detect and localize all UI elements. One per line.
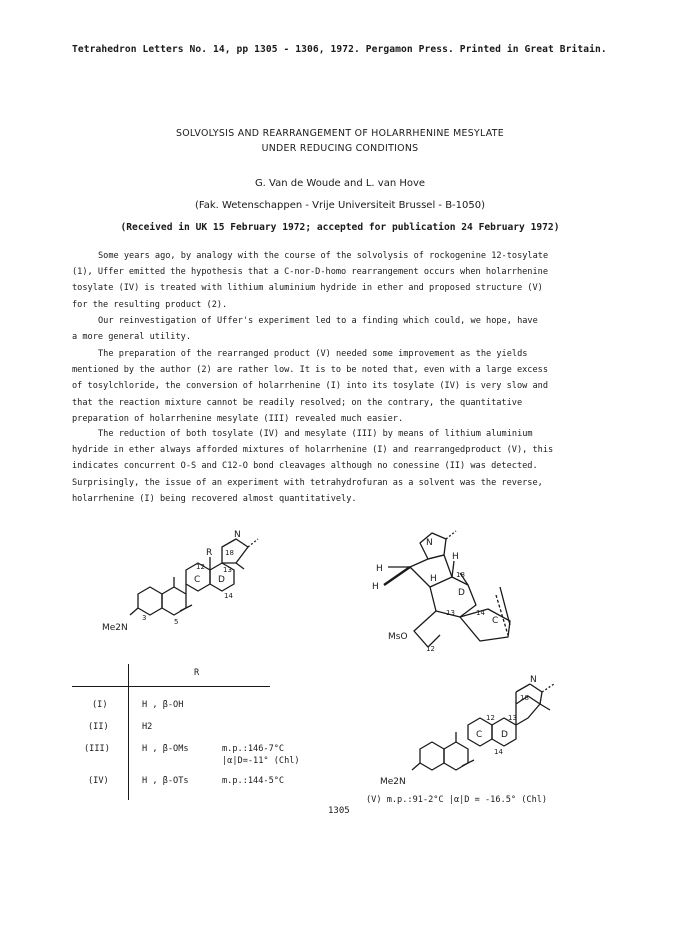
affiliation: (Fak. Wetenschappen - Vrije Universiteit Brussel - B-1050)	[194, 200, 486, 211]
text-line: preparation of holarrhenine mesylate (III) revealed much easier.	[72, 413, 404, 424]
article-title-line2: UNDER REDUCING CONDITIONS	[261, 143, 419, 154]
table-header-r: R	[194, 668, 200, 678]
compound-id: (I)	[92, 700, 108, 710]
locant-5: 5	[174, 618, 179, 626]
structure-holarrhenine	[60, 525, 330, 660]
optical-rotation: |α|D=-11° (Chl)	[222, 756, 300, 766]
label-n: N	[234, 530, 241, 540]
text-line: of tosylchloride, the conversion of holarrhenine (I) into its tosylate (IV) is very slow and	[72, 381, 548, 392]
text-line: (1), Uffer emitted the hypothesis that a C-nor-D-homo rearrangement occurs when holarrhenine	[72, 267, 548, 278]
ring-label-c: C	[492, 616, 499, 626]
text-line: for the resulting product (2).	[72, 299, 228, 310]
locant-14: 14	[494, 748, 503, 756]
melting-point: m.p.:146-7°C	[222, 744, 285, 754]
substituent: H , β-OMs	[142, 744, 189, 754]
label-h: H	[372, 582, 379, 592]
text-line: a more general utility.	[72, 332, 191, 343]
locant-12: 12	[196, 563, 205, 571]
journal-header: Tetrahedron Letters No. 14, pp 1305 - 1306, 1972. Pergamon Press. Printed in Great Britain.	[72, 44, 607, 55]
compound-id: (II)	[88, 722, 109, 732]
compound-id: (IV)	[88, 776, 109, 786]
locant-12: 12	[426, 645, 435, 653]
text-line: Some years ago, by analogy with the course of the solvolysis of rockogenine 12-tosylate	[98, 251, 549, 261]
locant-3: 3	[142, 614, 147, 622]
locant-12: 12	[486, 714, 495, 722]
ring-b	[162, 587, 186, 615]
ring-label-c: C	[476, 730, 483, 740]
text-line: Our reinvestigation of Uffer's experiment led to a finding which could, we hope, have	[98, 316, 538, 326]
authors: G. Van de Woude and L. van Hove	[254, 178, 426, 189]
ring-label-c: C	[194, 575, 201, 585]
label-n: N	[426, 538, 433, 548]
substituent: H , β-OTs	[142, 776, 189, 786]
ring-label-d: D	[458, 588, 465, 598]
label-mso: MsO	[388, 632, 408, 642]
label-me2n: Me2N	[102, 623, 128, 633]
text-line: mentioned by the author (2) are rather low. It is to be noted that, even with a large excess	[72, 365, 548, 376]
ring-label-d: D	[501, 730, 508, 740]
text-line: The preparation of the rearranged product (V) needed some improvement as the yields	[98, 349, 528, 359]
structure-product-v	[370, 670, 600, 790]
page-number: 1305	[328, 806, 350, 816]
text-line: hydride in ether always afforded mixtures of holarrhenine (I) and rearrangedproduct (V), this	[72, 445, 554, 456]
text-line: Surprisingly, the issue of an experiment with tetrahydrofuran as a solvent was the reverse,	[72, 477, 543, 488]
table-vertical-rule	[128, 664, 129, 800]
text-line: indicates concurrent O-S and C12-O bond cleavages although no conessine (II) was detected.	[72, 461, 538, 472]
substituent: H , β-OH	[142, 700, 184, 710]
paragraph-1	[72, 248, 612, 313]
table-horizontal-rule	[72, 686, 270, 687]
text-line: that the reaction mixture cannot be readily resolved; on the contrary, the quantitative	[72, 397, 523, 408]
label-r: R	[206, 548, 213, 558]
text-line: tosylate (IV) is treated with lithium aluminium hydride in ether and proposed structure (V)	[72, 283, 543, 294]
label-h: H	[376, 564, 383, 574]
label-n: N	[530, 675, 537, 685]
locant-13: 13	[446, 609, 455, 617]
melting-point: m.p.:144-5°C	[222, 776, 285, 786]
label-h: H	[430, 574, 437, 584]
locant-18: 18	[456, 571, 465, 579]
label-h: H	[452, 552, 459, 562]
article-title-line1: SOLVOLYSIS AND REARRANGEMENT OF HOLARRHENINE MESYLATE	[175, 128, 505, 139]
ring-label-d: D	[218, 575, 225, 585]
paragraph-2	[72, 313, 612, 345]
paragraph-4	[72, 426, 612, 507]
text-line: The reduction of both tosylate (IV) and mesylate (III) by means of lithium aluminium	[98, 429, 533, 439]
received-date: (Received in UK 15 February 1972; accepted for publication 24 February 1972)	[120, 222, 560, 233]
locant-18: 18	[520, 694, 529, 702]
text-line: holarrhenine (I) being recovered almost quantitatively.	[72, 493, 357, 504]
locant-13: 13	[508, 714, 517, 722]
label-me2n: Me2N	[380, 777, 406, 787]
structure-mesylate-perspective	[360, 525, 550, 655]
locant-13: 13	[223, 566, 232, 574]
compound-id: (III)	[84, 744, 110, 754]
caption-compound-v: (V) m.p.:91-2°C |α|D = -16.5° (Chl)	[366, 795, 548, 805]
ring-a	[138, 587, 162, 615]
locant-14: 14	[224, 592, 233, 600]
locant-14: 14	[476, 609, 485, 617]
substituent: H2	[142, 722, 153, 732]
paragraph-3	[72, 346, 612, 427]
locant-18: 18	[225, 549, 234, 557]
